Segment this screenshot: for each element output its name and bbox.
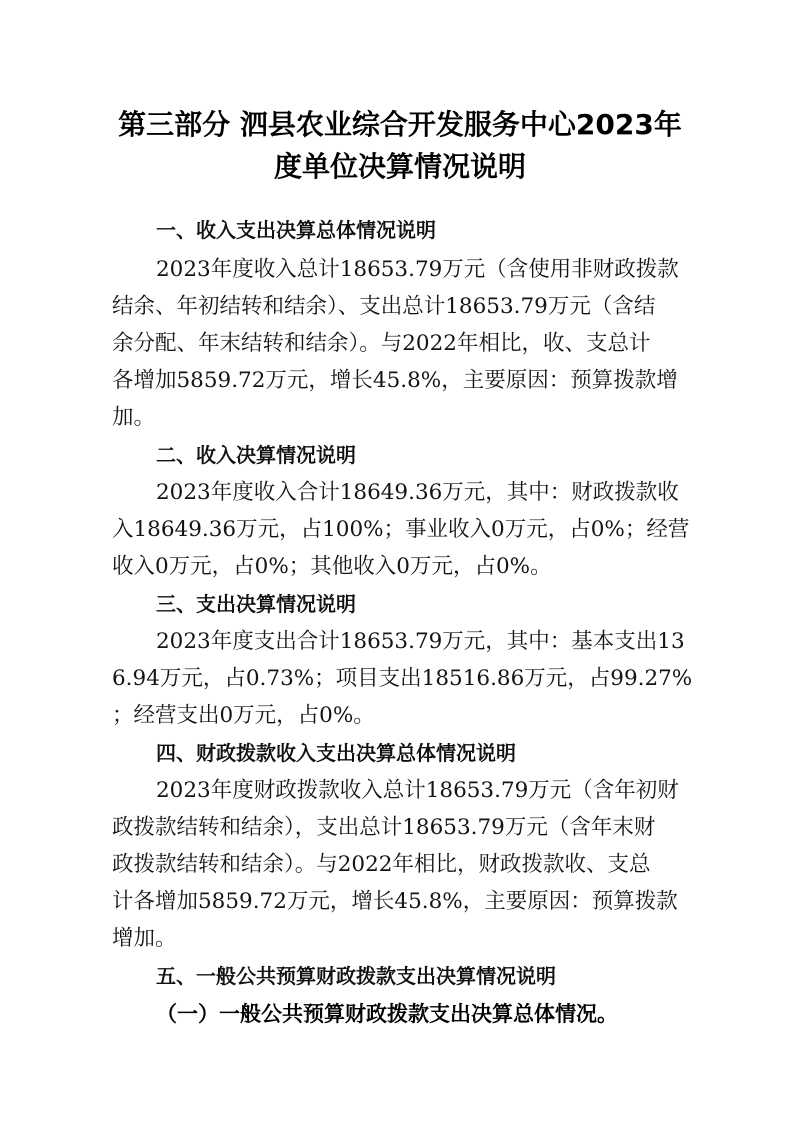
section-2-heading: 二、收入决算情况说明 (156, 443, 356, 467)
section-3-heading: 三、支出决算情况说明 (156, 592, 356, 616)
section-2-line-2: 入18649.36万元，占100%；事业收入0万元，占0%；经营 (112, 517, 690, 542)
section-4-heading: 四、财政拨款收入支出决算总体情况说明 (156, 741, 516, 765)
section-1-line-5: 加。 (112, 405, 156, 430)
section-4-line-1: 2023年度财政拨款收入总计18653.79万元（含年初财 (156, 778, 679, 803)
section-4-line-2: 政拨款结转和结余），支出总计18653.79万元（含年末财 (112, 815, 656, 840)
section-3-line-3: ；经营支出0万元，占0%。 (112, 703, 375, 728)
section-1-line-3: 余分配、年末结转和结余）。与2022年相比，收、支总计 (112, 331, 651, 356)
section-2-line-1: 2023年度收入合计18649.36万元，其中：财政拨款收 (156, 480, 679, 505)
section-3-line-2: 6.94万元，占0.73%；项目支出18516.86万元，占99.27% (112, 666, 693, 691)
section-5-heading: 五、一般公共预算财政拨款支出决算情况说明 (156, 964, 556, 988)
section-1-line-2: 结余、年初结转和结余）、支出总计18653.79万元（含结 (112, 294, 656, 319)
section-4-line-3: 政拨款结转和结余）。与2022年相比，财政拨款收、支总 (112, 852, 651, 877)
page-title (100, 104, 700, 188)
title-line-1: 第三部分 泗县农业综合开发服务中心2023年 (118, 108, 682, 141)
section-2-line-3: 收入0万元，占0%；其他收入0万元，占0%。 (112, 554, 552, 579)
section-1-line-1: 2023年度收入总计18653.79万元（含使用非财政拨款 (156, 257, 679, 282)
section-1-line-4: 各增加5859.72万元，增长45.8%，主要原因：预算拨款增 (112, 368, 678, 393)
section-5-subheading: （一）一般公共预算财政拨款支出决算总体情况。 (156, 1002, 618, 1026)
section-3-line-1: 2023年度支出合计18653.79万元，其中：基本支出13 (156, 629, 685, 654)
section-4-line-4: 计各增加5859.72万元，增长45.8%，主要原因：预算拨款 (112, 889, 678, 914)
title-line-2: 度单位决算情况说明 (273, 150, 526, 183)
section-4-line-5: 增加。 (112, 926, 177, 951)
section-1-heading: 一、收入支出决算总体情况说明 (156, 218, 436, 242)
